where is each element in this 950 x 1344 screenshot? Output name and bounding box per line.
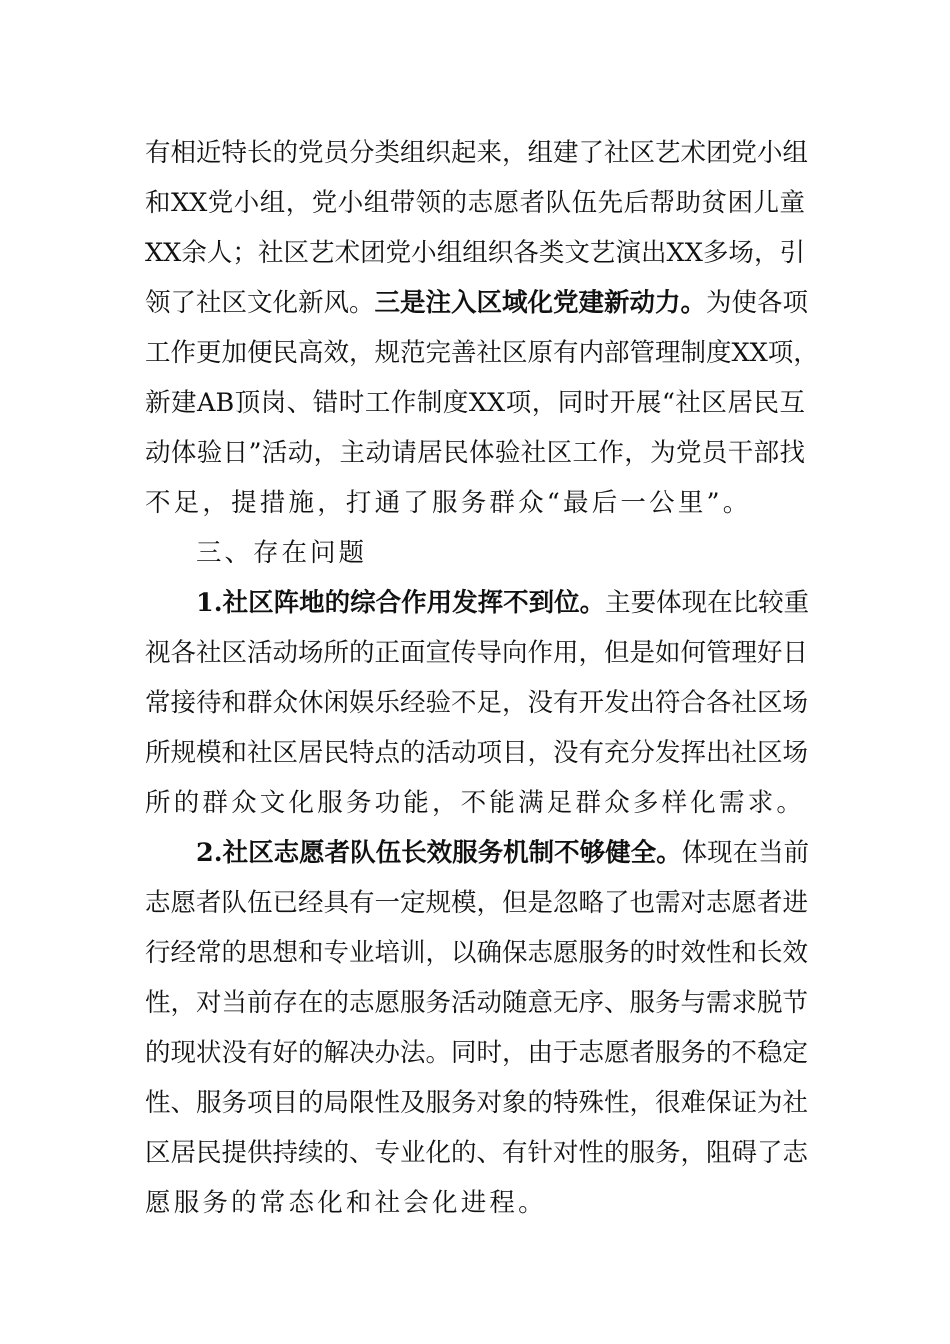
body-text-line: 所规模和社区居民特点的活动项目，没有充分发挥出社区场 <box>145 738 809 768</box>
body-text-segment: 为使各项 <box>706 288 809 318</box>
body-text-line: 工作更加便民高效，规范完善社区原有内部管理制度XX项， <box>145 338 819 368</box>
body-text-segment: 领了社区文化新风。 <box>145 288 375 318</box>
body-text-line: 性、服务项目的局限性及服务对象的特殊性，很难保证为社 <box>145 1088 809 1118</box>
body-text-line: 视各社区活动场所的正面宣传导向作用，但是如何管理好日 <box>145 638 809 668</box>
body-text-line: 新建AB顶岗、错时工作制度XX项，同时开展“社区居民互 <box>145 388 805 418</box>
body-text-line: 所的群众文化服务功能，不能满足群众多样化需求。 <box>145 788 806 818</box>
body-text-line: 常接待和群众休闲娱乐经验不足，没有开发出符合各社区场 <box>145 688 809 718</box>
body-text-segment: 体现在当前 <box>681 838 810 868</box>
body-text-line <box>145 278 809 329</box>
bold-lead-text: 2.社区志愿者队伍长效服务机制不够健全。 <box>196 838 682 868</box>
body-text-line: XX余人；社区艺术团党小组组织各类文艺演出XX多场，引 <box>145 238 805 268</box>
body-text-line <box>196 578 810 629</box>
body-text-line: 不足，提措施，打通了服务群众“最后一公里”。 <box>145 488 752 518</box>
bold-lead-text: 三是注入区域化党建新动力。 <box>374 288 707 318</box>
section-heading: 三、存在问题 <box>196 538 368 568</box>
body-text-line: 愿服务的常态化和社会化进程。 <box>145 1188 547 1218</box>
body-text-line: 志愿者队伍已经具有一定规模，但是忽略了也需对志愿者进 <box>145 888 809 918</box>
body-text-line: 动体验日”活动，主动请居民体验社区工作，为党员干部找 <box>145 438 805 468</box>
body-text-line: 有相近特长的党员分类组织起来，组建了社区艺术团党小组 <box>145 138 809 168</box>
body-text-line: 性，对当前存在的志愿服务活动随意无序、服务与需求脱节 <box>145 988 809 1018</box>
body-text-segment: 主要体现在比较重 <box>605 588 810 618</box>
body-text-line: 区居民提供持续的、专业化的、有针对性的服务，阻碍了志 <box>145 1138 809 1168</box>
body-text-line <box>196 828 810 879</box>
bold-lead-text: 1.社区阵地的综合作用发挥不到位。 <box>196 588 606 618</box>
body-text-line: 和XX党小组，党小组带领的志愿者队伍先后帮助贫困儿童 <box>145 188 805 218</box>
body-text-line: 的现状没有好的解决办法。同时，由于志愿者服务的不稳定 <box>145 1038 809 1068</box>
body-text-line: 行经常的思想和专业培训，以确保志愿服务的时效性和长效 <box>145 938 809 968</box>
